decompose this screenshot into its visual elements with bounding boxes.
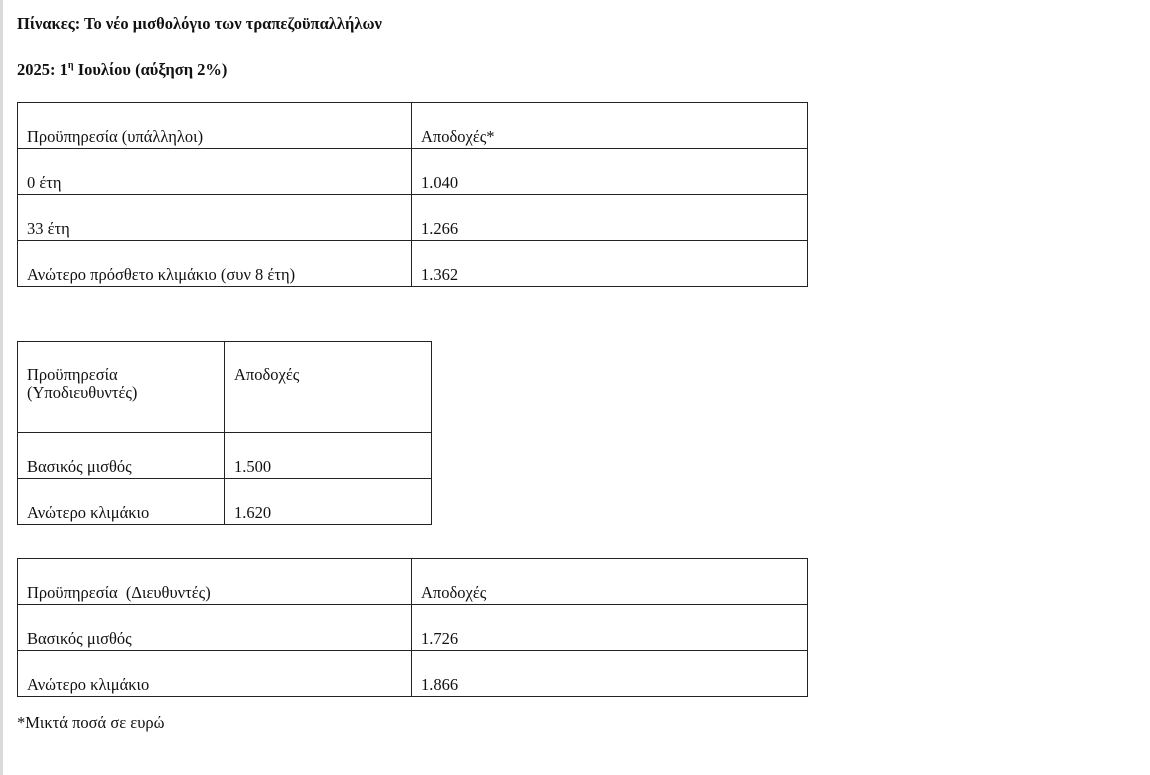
table-header-row [18, 559, 808, 605]
table-row [18, 651, 808, 697]
table-cell: 33 έτη [18, 195, 412, 241]
deputy-managers-salary-table [17, 341, 432, 525]
table-cell: 0 έτη [18, 149, 412, 195]
subtitle-superscript: η [67, 59, 74, 71]
header-cell-experience: Προϋπηρεσία (Διευθυντές) [18, 559, 412, 605]
header-cell-pay: Αποδοχές [225, 342, 432, 433]
table-row [18, 433, 432, 479]
header-cell-experience: Προϋπηρεσία (Υποδιευθυντές) [18, 342, 225, 433]
subtitle-prefix: 2025: 1 [17, 60, 68, 79]
managers-salary-table [17, 558, 808, 697]
table-cell: Ανώτερο πρόσθετο κλιμάκιο (συν 8 έτη) [18, 241, 412, 287]
table-cell: Ανώτερο κλιμάκιο [18, 651, 412, 697]
table-cell: Βασικός μισθός [18, 433, 225, 479]
employees-salary-table [17, 102, 808, 287]
table-cell: 1.266 [412, 195, 808, 241]
table-cell: 1.866 [412, 651, 808, 697]
table-cell: 1.040 [412, 149, 808, 195]
table-cell: 1.726 [412, 605, 808, 651]
table-header-row [18, 103, 808, 149]
table-cell: 1.362 [412, 241, 808, 287]
table-row [18, 241, 808, 287]
header-cell-pay: Αποδοχές* [412, 103, 808, 149]
header-cell-experience: Προϋπηρεσία (υπάλληλοι) [18, 103, 412, 149]
header-cell-pay: Αποδοχές [412, 559, 808, 605]
table-row [18, 195, 808, 241]
document-subtitle [17, 60, 227, 80]
subtitle-suffix: Ιουλίου (αύξηση 2%) [73, 60, 228, 79]
table-header-row [18, 342, 432, 433]
table-cell: Ανώτερο κλιμάκιο [18, 479, 225, 525]
footnote: *Μικτά ποσά σε ευρώ [17, 713, 165, 732]
table-row [18, 149, 808, 195]
page-left-border [0, 0, 3, 775]
table-cell: 1.620 [225, 479, 432, 525]
table-row [18, 605, 808, 651]
document-title: Πίνακες: Το νέο μισθολόγιο των τραπεζοϋπαλλήλων [17, 14, 382, 33]
table-row [18, 479, 432, 525]
table-cell: 1.500 [225, 433, 432, 479]
table-cell: Βασικός μισθός [18, 605, 412, 651]
